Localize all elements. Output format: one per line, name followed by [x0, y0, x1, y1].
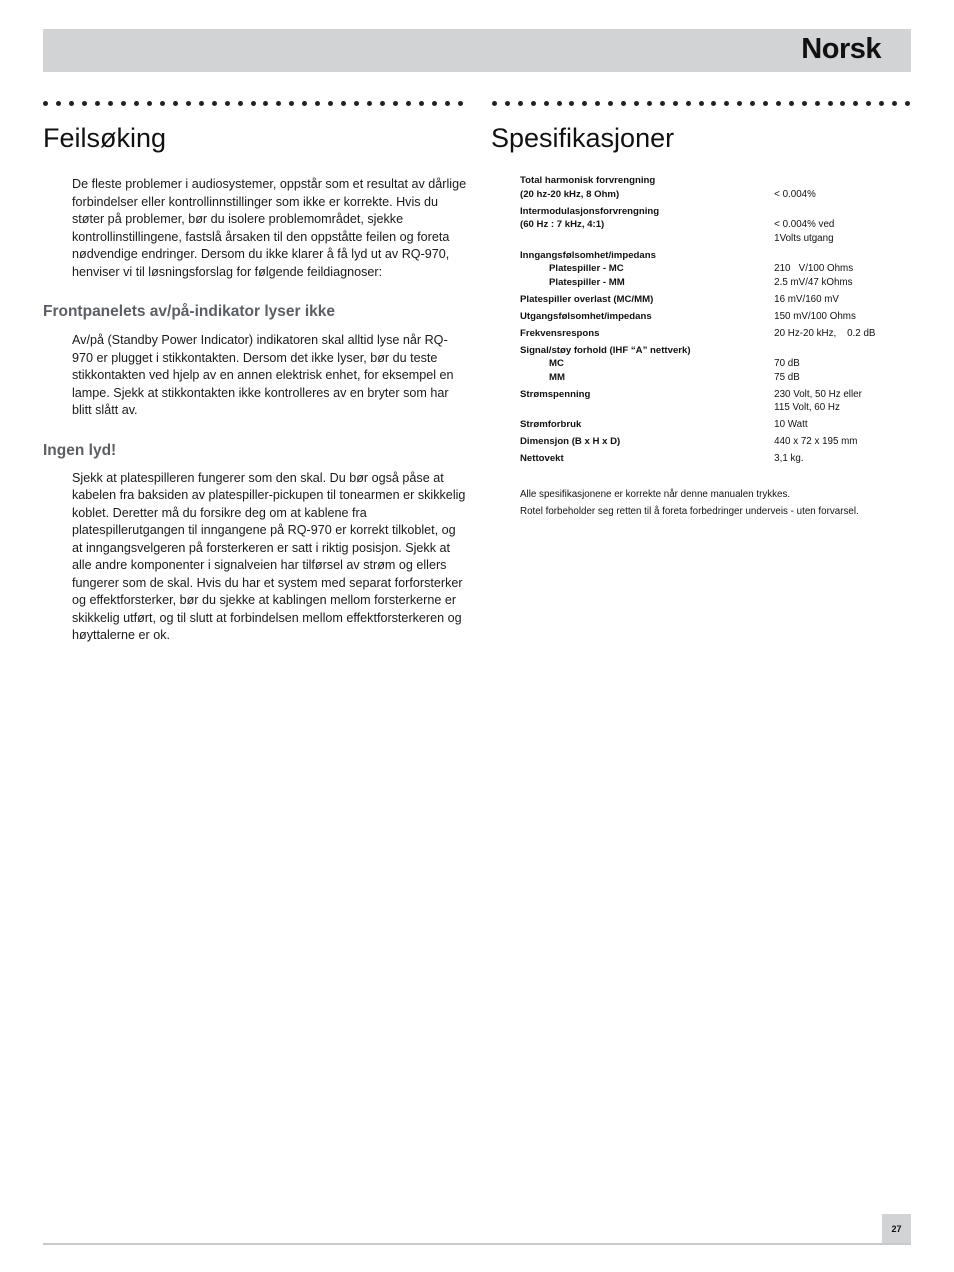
divider-dot [892, 101, 897, 106]
spec-row [520, 418, 911, 432]
spec-label-line: Platespiller - MM [549, 276, 625, 288]
divider-dot [879, 101, 884, 106]
divider-dot [458, 101, 463, 106]
divider-dot [660, 101, 665, 106]
spec-row [520, 435, 911, 449]
divider-dot [251, 101, 256, 106]
spec-value [774, 388, 911, 415]
spec-row [520, 344, 911, 385]
divider-dot [315, 101, 320, 106]
divider-dot [225, 101, 230, 106]
specifications-title: Spesifikasjoner [491, 123, 675, 153]
divider-dot [108, 101, 113, 106]
spec-label-line: (60 Hz : 7 kHz, 4:1) [520, 219, 605, 230]
divider-dot [56, 101, 61, 106]
spec-label-line: (20 hz-20 kHz, 8 Ohm) [520, 188, 620, 200]
spec-label: Dimensjon (B x H x D) [520, 436, 621, 447]
divider-dot [711, 101, 716, 106]
spec-row [520, 327, 911, 341]
troubleshooting-column [43, 120, 468, 645]
divider-dot [380, 101, 385, 106]
spec-label-line: Platespiller - MC [549, 263, 624, 274]
spec-label: Strømforbruk [520, 419, 582, 430]
divider-dot [828, 101, 833, 106]
divider-dot [121, 101, 126, 106]
spec-label: Nettovekt [520, 453, 564, 464]
spec-value [774, 344, 911, 385]
spec-label-line: Signal/støy forhold (IHF “A” nettverk) [520, 344, 691, 356]
spec-label-line: Strømspenning [520, 388, 591, 400]
divider-dot [557, 101, 562, 106]
divider-dot [492, 101, 497, 106]
dotted-divider-left [43, 99, 463, 107]
note-accuracy: Alle spesifikasjonene er korrekte når denne manualen trykkes. [520, 488, 791, 500]
note-rights: Rotel forbeholder seg retten til å foreta forbedringer underveis - uten forvarsel. [520, 505, 859, 517]
divider-dot [289, 101, 294, 106]
spec-value-line: < 0.004% [774, 188, 816, 200]
divider-dot [69, 101, 74, 106]
divider-dot [367, 101, 372, 106]
divider-dot [789, 101, 794, 106]
divider-dot [406, 101, 411, 106]
divider-dot [276, 101, 281, 106]
subheading-power-indicator: Frontpanelets av/på-indikator lyser ikke [43, 303, 336, 320]
spec-value: 20 Hz-20 kHz, 0.2 dB [774, 327, 876, 339]
spec-value-line: 75 dB [774, 371, 800, 383]
troubleshooting-title: Feilsøking [43, 123, 167, 153]
divider-dot [686, 101, 691, 106]
divider-dot [531, 101, 536, 106]
spec-label-line: MC [549, 358, 564, 369]
divider-dot [419, 101, 424, 106]
no-sound-text: Sjekk at platespilleren fungerer som den skal. Du bør også påse at kabelen fra baksiden av platespiller-pickupen til tonearmen er skikkelig koblet. Deretter må du forsikre deg om at kablene fra platespillerutgangen til inngangene på RQ-970 er korrekt tilkoblet, og at inngangsvelgeren på forsterkeren er satt i riktig posisjon. Sjekk at alle andre komponenter i signalveien har tilførsel av strøm og ellers fungerer som de skal. Hvis du har et system med separat forforsterker og effektforsterker, bør du sjekke at kablingen mellom forsterkerne er skikkelig utført, og til slutt at forbindelsen mellom effektforsterkeren og høyttalerne er ok. [72, 470, 466, 642]
divider-dot [647, 101, 652, 106]
spec-value: 150 mV/100 Ohms [774, 310, 856, 322]
subheading-no-sound: Ingen lyd! [43, 441, 117, 459]
divider-dot [302, 101, 307, 106]
divider-dot [776, 101, 781, 106]
spec-value-line: 115 Volt, 60 Hz [774, 402, 840, 413]
specifications-column [491, 120, 911, 520]
divider-dot [505, 101, 510, 106]
divider-dot [763, 101, 768, 106]
page-number: 27 [891, 1224, 902, 1234]
spec-value [774, 249, 911, 290]
spec-row [520, 293, 911, 307]
spec-label [520, 174, 774, 201]
divider-dot [238, 101, 243, 106]
troubleshooting-intro: De fleste problemer i audiosystemer, oppstår som et resultat av dårlige forbindelser eller kontrollinnstillinger som ikke er korrekte. Hvis du støter på problemer, bør du isolere problemområdet, sjekke kontrollinstillingene, fastslå årsaken til den oppståtte feilen og foreta nødvendige endringer. Dersom du ikke klarer å få lyd ut av RQ-970, henviser vi til løsningsforslag for følgende feildiagnoser: [72, 177, 467, 279]
spec-label: Frekvensrespons [520, 327, 600, 339]
spec-value: 440 x 72 x 195 mm [774, 436, 858, 447]
divider-dot [905, 101, 910, 106]
divider-dot [160, 101, 165, 106]
divider-dot [544, 101, 549, 106]
divider-dot [815, 101, 820, 106]
spec-row [520, 249, 911, 290]
divider-dot [699, 101, 704, 106]
divider-dot [582, 101, 587, 106]
language-title: Norsk [801, 33, 881, 65]
divider-dot [724, 101, 729, 106]
spec-value-line: 1Volts utgang [774, 232, 834, 244]
spec-row [520, 452, 911, 466]
dotted-divider-right [492, 99, 910, 107]
spec-label [520, 344, 774, 385]
divider-dot [621, 101, 626, 106]
divider-dot [737, 101, 742, 106]
divider-dot [328, 101, 333, 106]
spec-value-line: < 0.004% ved [774, 219, 835, 230]
spec-label-line: MM [549, 371, 565, 383]
divider-dot [134, 101, 139, 106]
divider-dot [802, 101, 807, 106]
spec-value: 16 mV/160 mV [774, 293, 839, 305]
divider-dot [263, 101, 268, 106]
divider-dot [673, 101, 678, 106]
spec-value-line: 230 Volt, 50 Hz eller [774, 388, 862, 400]
divider-dot [393, 101, 398, 106]
divider-dot [173, 101, 178, 106]
divider-dot [199, 101, 204, 106]
divider-dot [840, 101, 845, 106]
specification-notes [520, 486, 911, 520]
divider-dot [95, 101, 100, 106]
footer-rule [43, 1243, 911, 1245]
spec-row [520, 310, 911, 324]
divider-dot [750, 101, 755, 106]
divider-dot [866, 101, 871, 106]
spec-label-line: Total harmonisk forvrengning [520, 175, 656, 186]
power-indicator-text: Av/på (Standby Power Indicator) indikatoren skal alltid lyse når RQ-970 er plugget i stikkontakten. Dersom det ikke lyser, bør du teste stikkontakten ved hjelp av en annen elektrisk enhet, for eksempel en lampe. Sjekk at stikkontakten ikke kontrolleres av en bryter som har blitt slått av. [72, 333, 454, 417]
divider-dot [595, 101, 600, 106]
spec-label [520, 249, 774, 290]
spec-value: 10 Watt [774, 419, 808, 430]
spec-value-line: 210 V/100 Ohms [774, 263, 854, 274]
spec-label-line: Inngangsfølsomhet/impedans [520, 249, 656, 261]
spec-label [520, 205, 774, 246]
spec-label: Utgangsfølsomhet/impedans [520, 310, 652, 322]
divider-dot [354, 101, 359, 106]
spec-row [520, 205, 911, 246]
header-bar [43, 29, 911, 72]
divider-dot [634, 101, 639, 106]
divider-dot [432, 101, 437, 106]
spec-value [774, 174, 911, 201]
page-number-box [882, 1214, 911, 1244]
specifications-table [520, 174, 911, 466]
divider-dot [82, 101, 87, 106]
divider-dot [43, 101, 48, 106]
spec-row [520, 174, 911, 201]
spec-value-line: 70 dB [774, 358, 800, 369]
divider-dot [853, 101, 858, 106]
divider-dot [569, 101, 574, 106]
divider-dot [608, 101, 613, 106]
divider-dot [341, 101, 346, 106]
spec-label [520, 388, 774, 415]
spec-value-line: 2.5 mV/47 kOhms [774, 276, 853, 288]
spec-label: Platespiller overlast (MC/MM) [520, 293, 654, 305]
spec-value: 3,1 kg. [774, 453, 804, 464]
divider-dot [186, 101, 191, 106]
spec-row [520, 388, 911, 415]
divider-dot [147, 101, 152, 106]
spec-label-line: Intermodulasjonsforvrengning [520, 205, 660, 217]
divider-dot [445, 101, 450, 106]
divider-dot [212, 101, 217, 106]
divider-dot [518, 101, 523, 106]
spec-value [774, 205, 911, 246]
